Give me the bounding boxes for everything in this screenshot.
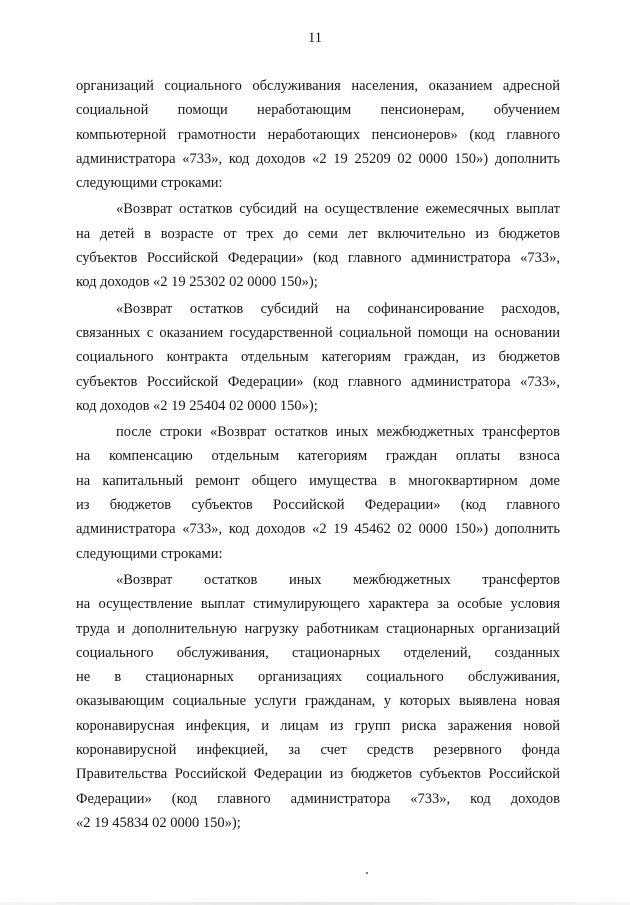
scan-speck [366,872,368,874]
text-line: следующими строками: [76,175,223,192]
text-line: труда и дополнительную нагрузку работникам стационарных организаций [76,620,560,637]
paragraph-5 [76,568,560,835]
text-line: Правительства Российской Федерации из бюджетов субъектов Российской [76,766,560,783]
text-line: оказывающим социальные услуги гражданам, у которых выявлена новая [76,693,560,710]
paragraph-1 [76,74,560,195]
text-line: на осуществление выплат стимулирующего характера за особые условия [76,596,560,613]
text-line: следующими строками: [76,545,223,562]
text-line: на капитальный ремонт общего имущества в многоквартирном доме [76,472,560,489]
paragraph-3 [76,297,560,418]
text-line: код доходов «2 19 25302 02 0000 150»); [76,274,318,291]
text-line: «Возврат остатков иных межбюджетных трансфертов [116,571,560,588]
text-line: связанных с оказанием государственной социальной помощи на основании [76,324,560,341]
text-line: «Возврат остатков субсидий на осуществление ежемесячных выплат [116,201,560,218]
text-line: субъектов Российской Федерации» (код главного администратора «733», [76,250,560,267]
text-line: коронавирусная инфекция, и лицам из групп риска заражения новой [76,717,560,734]
text-line: не в стационарных организациях социального обслуживания, [76,669,560,686]
text-line: социального контракта отдельным категориям граждан, из бюджетов [76,349,560,366]
text-line: коронавирусной инфекцией, за счет средств резервного фонда [76,742,560,759]
text-line: администратора «733», код доходов «2 19 25209 02 0000 150») дополнить [76,150,560,167]
text-line: из бюджетов субъектов Российской Федерации» (код главного [76,497,560,514]
paragraph-2 [76,197,560,294]
text-line: «Возврат остатков субсидий на софинансирование расходов, [116,300,560,317]
text-line: социальной помощи неработающим пенсионерам, обучением [76,102,560,119]
text-line: субъектов Российской Федерации» (код главного администратора «733», [76,373,560,390]
text-line: компьютерной грамотности неработающих пенсионеров» (код главного [76,126,560,143]
text-line: Федерации» (код главного администратора «733», код доходов [76,790,560,807]
text-line: на компенсацию отдельным категориям граждан оплаты взноса [76,448,560,465]
page-number: 11 [308,30,322,46]
document-body [76,74,560,835]
text-line: код доходов «2 19 25404 02 0000 150»); [76,397,318,414]
text-line: на детей в возрасте от трех до семи лет включительно из бюджетов [76,225,560,242]
text-line: организаций социального обслуживания населения, оказанием адресной [76,78,560,94]
text-line: «2 19 45834 02 0000 150»); [76,814,241,831]
text-line: социального обслуживания, стационарных отделений, созданных [76,644,560,661]
paragraph-4 [76,420,560,566]
text-line: администратора «733», код доходов «2 19 45462 02 0000 150») дополнить [76,521,560,538]
text-line: после строки «Возврат остатков иных межбюджетных трансфертов [116,424,560,441]
